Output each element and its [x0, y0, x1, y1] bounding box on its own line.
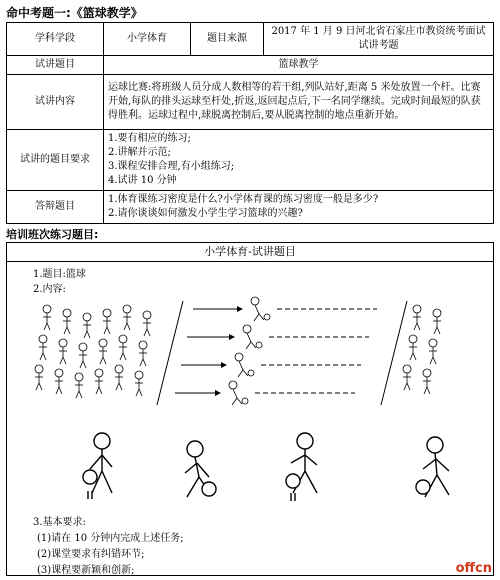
practice-content-label: 2.内容:: [33, 284, 66, 295]
content-value: 运球比赛:将班级人员分成人数相等的若干组,列队站好,距离 5 米处放置一个杆。比赛开始,每队的排头运球至杆处,折返,返回起点后,下一名同学继续。完成时间最短的队获得胜利。运球过程中,球脱离控制后,要从脱离控制的地点重新开始。: [104, 75, 494, 130]
content-label: 试讲内容: [7, 75, 104, 130]
practice-requirement: (1)请在 10 分钟内完成上述任务;: [37, 533, 184, 544]
qa-item: 1.体育课练习密度是什么?小学体育课的练习密度一般是多少?: [108, 194, 379, 205]
qa-list: [104, 191, 494, 224]
requirements-heading: 3.基本要求:: [33, 517, 86, 528]
topic-value: 篮球教学: [104, 56, 494, 75]
start-line: [157, 301, 183, 405]
table-row-topic: [7, 56, 494, 75]
turn-line: [381, 301, 407, 405]
table-row-requirements: [7, 130, 494, 191]
practice-requirement: (3)课程要新颖和创新;: [37, 565, 135, 576]
practice-topic: 1.题目:篮球: [33, 269, 86, 280]
practice-box: [6, 242, 494, 576]
requirement-item: 3.课程安排合理,有小组练习;: [108, 161, 235, 172]
practice-requirement: (2)课堂要求有纠错环节;: [37, 549, 145, 560]
offcn-watermark: offcn: [455, 561, 492, 576]
subject-value: 小学体育: [104, 23, 191, 56]
section-title: 培训班次练习题目:: [6, 228, 99, 241]
requirement-item: 2.讲解并示范;: [108, 147, 171, 158]
student-group-left: [35, 305, 151, 398]
topic-label: 试讲题目: [7, 56, 104, 75]
table-row-subject: [7, 23, 494, 56]
source-value: 2017 年 1 月 9 日河北省石家庄市教资统考面试试讲考题: [264, 23, 494, 56]
source-label: 题目来源: [191, 23, 264, 56]
subject-label: 学科学段: [7, 23, 104, 56]
page-heading: 命中考题一:《篮球教学》: [6, 6, 143, 20]
requirements-list: [104, 130, 494, 191]
requirement-item: 1.要有相应的练习;: [108, 133, 191, 144]
table-row-qa: [7, 191, 494, 224]
info-table: [6, 22, 494, 224]
runner-group: [229, 297, 270, 405]
student-group-right: [403, 305, 441, 394]
dribble-figures: [83, 433, 449, 501]
requirements-label: 试讲的题目要求: [7, 130, 104, 191]
qa-label: 答辩题目: [7, 191, 104, 224]
requirement-item: 4.试讲 10 分钟: [108, 175, 177, 186]
table-row-content: [7, 75, 494, 130]
qa-item: 2.请你谈谈如何激发小学生学习篮球的兴趣?: [108, 208, 303, 219]
practice-box-title: 小学体育-试讲题目: [7, 243, 493, 262]
